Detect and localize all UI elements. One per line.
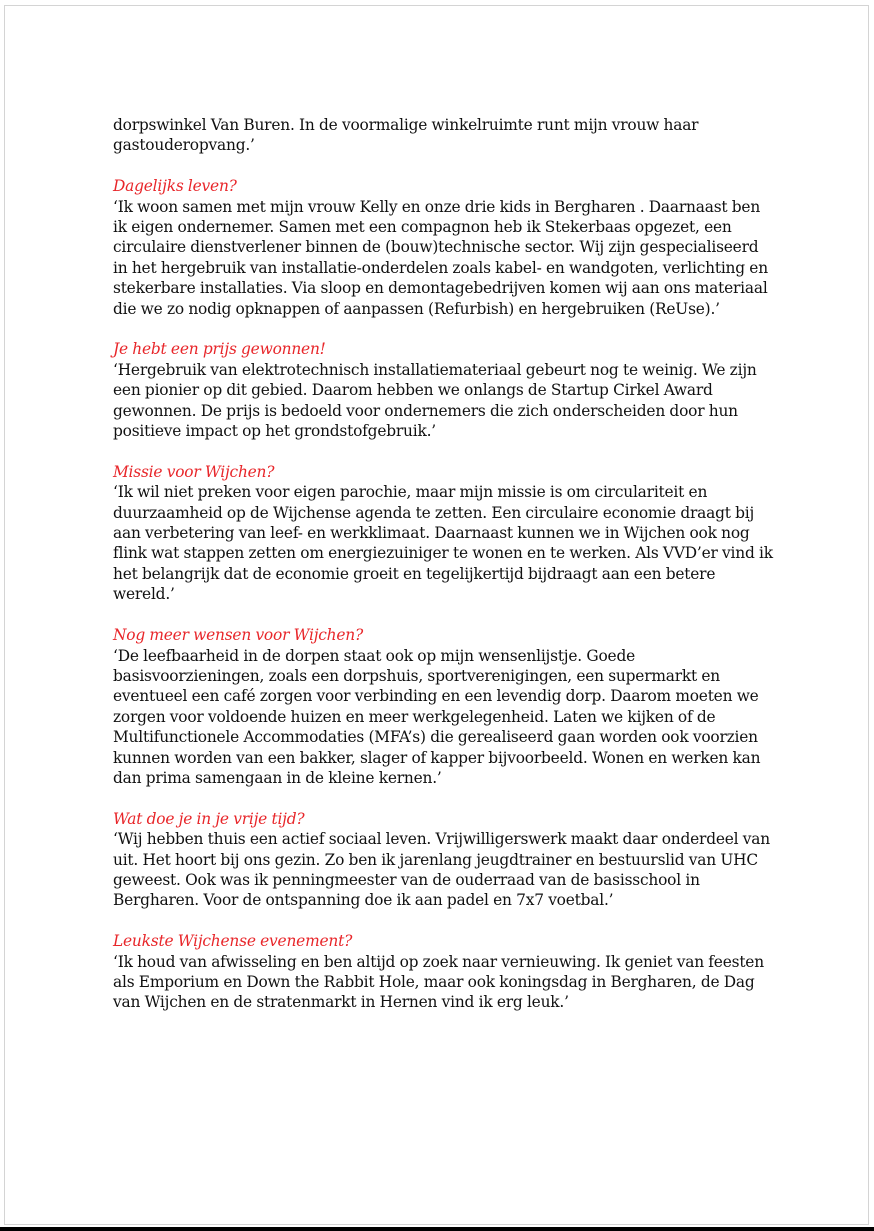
- section-heading: Dagelijks leven?: [113, 177, 237, 196]
- section-heading: Missie voor Wijchen?: [113, 462, 275, 481]
- section-text: ‘Wij hebben thuis een actief sociaal leven. Vrijwilligerswerk maakt daar onderdeel van uit. Het hoort bij ons gezin. Zo ben ik jarenlang jeugdtrainer en bestuurslid van UHC geweest. Ook was ik penningmeester van de ouderraad van de basisschool in Bergharen. Voor de ontspanning doe ik aan padel en 7x7 voetbal.’: [113, 830, 770, 910]
- section-heading: Leukste Wijchense evenement?: [113, 932, 353, 951]
- section-text: ‘Ik wil niet preken voor eigen parochie, maar mijn missie is om circulariteit en duurzaamheid op de Wijchense agenda te zetten. Een circulaire economie draagt bij aan verbetering van leef- en werkklimaat. Daarnaast kunnen we in Wijchen ook nog flink wat stappen zetten om energiezuiniger te wonen en te werken. Als VVD’er vind ik het belangrijk dat de economie groeit en tegelijkertijd bijdraagt aan een betere wereld.’: [113, 483, 773, 604]
- section-meer-wensen: [113, 625, 773, 788]
- section-text: ‘De leefbaarheid in de dorpen staat ook op mijn wensenlijstje. Goede basisvoorzieningen, zoals een dorpshuis, sportverenigingen, een supermarkt en eventueel een café zorgen voor verbinding en een levendig dorp. Daarom moeten we zorgen voor voldoende huizen en meer werkgelegenheid. Laten we kijken of de Multifunctionele Accommodaties (MFA’s) die gerealiseerd gaan worden ook voorzien kunnen worden van een bakker, slager of kapper bijvoorbeeld. Wonen en werken kan dan prima samengaan in de kleine kernen.’: [113, 646, 761, 787]
- section-prijs-gewonnen: [113, 339, 773, 441]
- page-content: [113, 115, 773, 1033]
- section-heading: Nog meer wensen voor Wijchen?: [113, 626, 364, 645]
- section-missie-wijchen: [113, 462, 773, 605]
- document-page: [4, 5, 869, 1225]
- section-text: ‘Ik houd van afwisseling en ben altijd op zoek naar vernieuwing. Ik geniet van feesten als Emporium en Down the Rabbit Hole, maar ook koningsdag in Bergharen, de Dag van Wijchen en de stratenmarkt in Hernen vind ik erg leuk.’: [113, 952, 764, 1012]
- section-evenement: [113, 931, 773, 1013]
- section-heading: Je hebt een prijs gewonnen!: [113, 340, 326, 359]
- section-vrije-tijd: [113, 809, 773, 911]
- intro-paragraph: dorpswinkel Van Buren. In de voormalige winkelruimte runt mijn vrouw haar gastouderopvang.’: [113, 116, 699, 155]
- section-text: ‘Hergebruik van elektrotechnisch installatiemateriaal gebeurt nog te weinig. We zijn een pionier op dit gebied. Daarom hebben we onlangs de Startup Cirkel Award gewonnen. De prijs is bedoeld voor ondernemers die zich onderscheiden door hun positieve impact op het grondstofgebruik.’: [113, 360, 757, 441]
- section-text: ‘Ik woon samen met mijn vrouw Kelly en onze drie kids in Bergharen . Daarnaast ben ik eigen ondernemer. Samen met een compagnon heb ik Stekerbaas opgezet, een circulaire dienstverlener binnen de (bouw)technische sector. Wij zijn gespecialiseerd in het hergebruik van installatie-onderdelen zoals kabel- en wandgoten, verlichting en stekerbare installaties. Via sloop en demontagebedrijven komen wij aan ons materiaal die we zo nodig opknappen of aanpassen (Refurbish) en hergebruiken (ReUse).’: [113, 197, 768, 318]
- bottom-edge-bar: [0, 1227, 874, 1231]
- section-heading: Wat doe je in je vrije tijd?: [113, 809, 305, 828]
- section-dagelijks-leven: [113, 176, 773, 319]
